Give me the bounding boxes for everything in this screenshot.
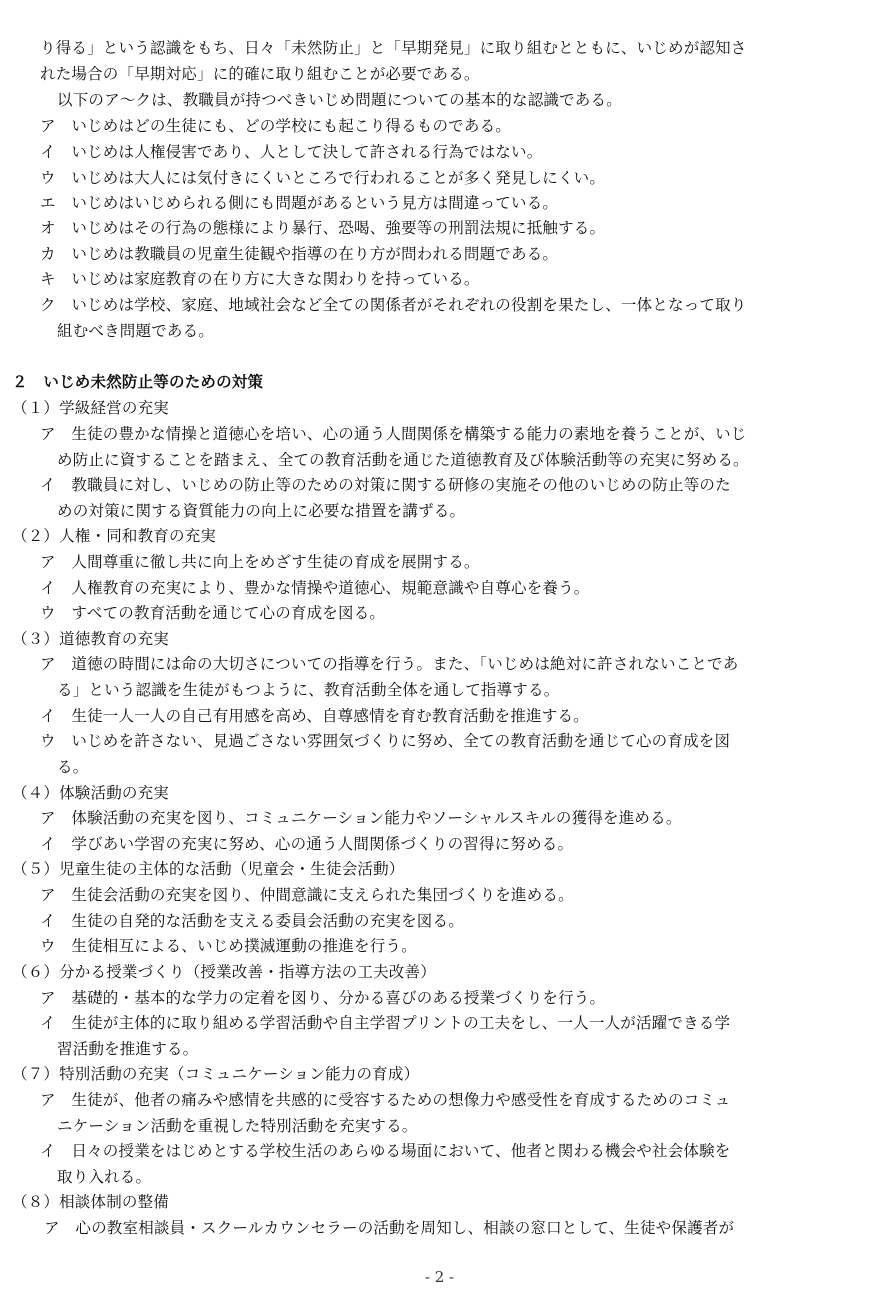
- subsection-item-continuation: めの対策に関する資質能力の向上に必要な措置を講ずる。: [57, 502, 466, 520]
- subsection-item-continuation: ニケーション活動を重視した特別活動を充実する。: [57, 1117, 418, 1135]
- subsection-item-continuation: る。: [57, 758, 89, 776]
- subsection-item: イ 学びあい学習の充実に努め、心の通う人間関係づくりの習得に努める。: [40, 835, 574, 853]
- subsection-item: イ 人権教育の充実により、豊かな情操や道徳心、規範意識や自尊心を養う。: [40, 579, 590, 597]
- subsection-item: ア 体験活動の充実を図り、コミュニケーション能力やソーシャルスキルの獲得を進める。: [40, 809, 682, 827]
- subsection-item-continuation: め防止に資することを踏まえ、全ての教育活動を通じた道徳教育及び体験活動等の充実に努める。: [57, 451, 749, 469]
- subsection-title: （１）学級経営の充実: [12, 399, 170, 417]
- intro-line-1: り得る」という認識をもち、日々「未然防止」と「早期発見」に取り組むとともに、いじめが認知さ: [40, 39, 747, 57]
- intro-line-2: れた場合の「早期対応」に的確に取り組むことが必要である。: [40, 65, 480, 83]
- subsection-item: ア 道徳の時間には命の大切さについての指導を行う。また、「いじめは絶対に許されないことであ: [40, 655, 739, 673]
- recognition-item: ア いじめはどの生徒にも、どの学校にも起こり得るものである。: [40, 117, 512, 135]
- recognition-item: エ いじめはいじめられる側にも問題があるという見方は間違っている。: [40, 194, 559, 212]
- subsection-item: イ 生徒が主体的に取り組める学習活動や自主学習プリントの工夫をし、一人一人が活躍できる学: [40, 1014, 731, 1032]
- subsection-item: ウ すべての教育活動を通じて心の育成を図る。: [40, 604, 386, 622]
- subsection-item: ウ いじめを許さない、見過ごさない雰囲気づくりに努め、全ての教育活動を通じて心の育成を図: [40, 732, 731, 750]
- subsection-title: （６）分かる授業づくり（授業改善・指導方法の工夫改善）: [12, 963, 436, 981]
- subsection-item: ア 基礎的・基本的な学力の定着を図り、分かる喜びのある授業づくりを行う。: [40, 989, 606, 1007]
- subsection-item: ア 生徒の豊かな情操と道徳心を培い、心の通う人間関係を構築する能力の素地を養うことが、いじ: [40, 425, 747, 443]
- subsection-item: イ 教職員に対し、いじめの防止等のための対策に関する研修の実施その他のいじめの防止等のた: [40, 476, 731, 494]
- recognition-item: ウ いじめは大人には気付きにくいところで行われることが多く発見しにくい。: [40, 169, 606, 187]
- recognition-item: ク いじめは学校、家庭、地域社会など全ての関係者がそれぞれの役割を果たし、一体となって取り: [40, 296, 747, 314]
- intro-line-3: 以下のア～クは、教職員が持つべきいじめ問題についての基本的な認識である。: [57, 91, 622, 109]
- subsection-title: （８）相談体制の整備: [12, 1193, 170, 1211]
- subsection-item: イ 日々の授業をはじめとする学校生活のあらゆる場面において、他者と関わる機会や社会体験を: [40, 1142, 731, 1160]
- subsection-item: ア 生徒会活動の充実を図り、仲間意識に支えられた集団づくりを進める。: [40, 886, 574, 904]
- subsection-item: ア 人間尊重に徹し共に向上をめざす生徒の育成を展開する。: [40, 553, 480, 571]
- recognition-item: カ いじめは教職員の児童生徒観や指導の在り方が問われる問題である。: [40, 245, 559, 263]
- subsection-item-continuation: る」という認識を生徒がもつように、教育活動全体を通して指導する。: [57, 681, 560, 699]
- subsection-title: （３）道徳教育の充実: [12, 630, 170, 648]
- subsection-title: （５）児童生徒の主体的な活動（児童会・生徒会活動）: [12, 860, 405, 878]
- subsection-title: （７）特別活動の充実（コミュニケーション能力の育成）: [12, 1065, 420, 1083]
- section-heading: ２ いじめ未然防止等のための対策: [12, 373, 264, 391]
- page-number: - 2 -: [424, 1268, 455, 1286]
- recognition-item: イ いじめは人権侵害であり、人として決して許される行為ではない。: [40, 143, 543, 161]
- recognition-item: キ いじめは家庭教育の在り方に大きな関わりを持っている。: [40, 270, 480, 288]
- subsection-title: （４）体験活動の充実: [12, 784, 170, 802]
- subsection-item: ウ 生徒相互による、いじめ撲滅運動の推進を行う。: [40, 937, 417, 955]
- subsection-item: ア 生徒が、他者の痛みや感情を共感的に受容するための想像力や感受性を育成するためのコミュ: [40, 1091, 731, 1109]
- subsection-item-continuation: 習活動を推進する。: [57, 1040, 199, 1058]
- recognition-item-continuation: 組むべき問題である。: [57, 322, 215, 340]
- subsection-title: （２）人権・同和教育の充実: [12, 527, 217, 545]
- subsection-item: イ 生徒の自発的な活動を支える委員会活動の充実を図る。: [40, 912, 464, 930]
- recognition-item: オ いじめはその行為の態様により暴行、恐喝、強要等の刑罰法規に抵触する。: [40, 219, 606, 237]
- subsection-item-continuation: 取り入れる。: [57, 1168, 152, 1186]
- subsection-item: ア 心の教室相談員・スクールカウンセラーの活動を周知し、相談の窓口として、生徒や保護者が: [44, 1219, 735, 1237]
- subsection-item: イ 生徒一人一人の自己有用感を高め、自尊感情を育む教育活動を推進する。: [40, 707, 589, 725]
